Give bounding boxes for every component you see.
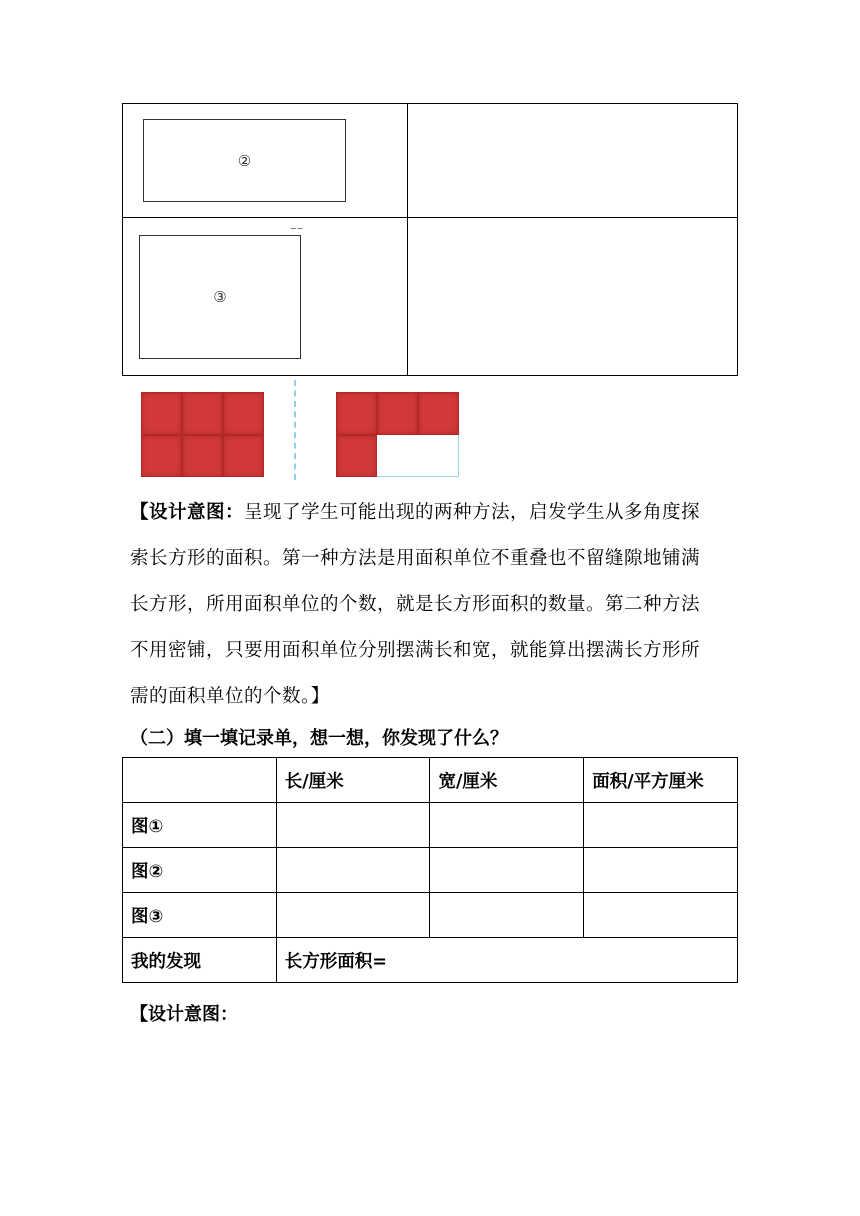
area-unit-tile bbox=[182, 435, 223, 478]
area-cell[interactable] bbox=[584, 893, 738, 938]
design-intent-paragraph bbox=[130, 490, 742, 720]
area-unit-tile bbox=[141, 392, 182, 435]
design-intent-heading: 【设计意图： bbox=[130, 502, 245, 523]
width-cell[interactable] bbox=[430, 848, 584, 893]
table-header-cell bbox=[123, 758, 277, 803]
tiling-method-1 bbox=[141, 392, 264, 477]
area-unit-tile bbox=[418, 392, 459, 435]
length-cell[interactable] bbox=[276, 803, 430, 848]
rectangle-2-label: ② bbox=[237, 151, 252, 170]
table-row bbox=[123, 803, 738, 848]
design-intent-heading-2: 【设计意图： bbox=[130, 1004, 238, 1025]
paragraph-text: 呈现了学生可能出现的两种方法，启发学生从多角度探 bbox=[244, 502, 701, 523]
table-header-row bbox=[123, 758, 738, 803]
row-label: 图② bbox=[123, 848, 277, 893]
paragraph-line-3: 长方形，所用面积单位的个数，就是长方形面积的数量。第二种方法 bbox=[130, 594, 701, 615]
paragraph-line-2: 索长方形的面积。第一种方法是用面积单位不重叠也不留缝隙地铺满 bbox=[130, 548, 701, 569]
table-header-cell: 面积/平方厘米 bbox=[584, 758, 738, 803]
area-unit-tile bbox=[141, 435, 182, 478]
width-cell[interactable] bbox=[430, 803, 584, 848]
area-unit-tile bbox=[336, 392, 377, 435]
area-unit-tile bbox=[182, 392, 223, 435]
rectangle-figure-3 bbox=[139, 235, 301, 359]
length-cell[interactable] bbox=[276, 848, 430, 893]
tiling-method-2-row bbox=[336, 392, 459, 435]
table-row bbox=[123, 893, 738, 938]
record-table bbox=[122, 757, 738, 983]
table-header-cell: 宽/厘米 bbox=[430, 758, 584, 803]
finding-label: 我的发现 bbox=[123, 938, 277, 983]
paragraph-line-5: 需的面积单位的个数。】 bbox=[130, 686, 330, 707]
paragraph-line-1 bbox=[130, 490, 742, 536]
width-cell[interactable] bbox=[430, 893, 584, 938]
figure-table bbox=[122, 103, 738, 376]
finding-row bbox=[123, 938, 738, 983]
table-header-cell: 长/厘米 bbox=[276, 758, 430, 803]
area-cell[interactable] bbox=[584, 848, 738, 893]
area-cell[interactable] bbox=[584, 803, 738, 848]
rectangle-3-label: ③ bbox=[213, 288, 227, 306]
rectangle-figure-2 bbox=[143, 119, 346, 202]
area-unit-tile bbox=[336, 435, 377, 478]
figure-table-divider-horizontal bbox=[123, 217, 737, 218]
dashed-divider bbox=[294, 380, 296, 480]
area-unit-tile bbox=[223, 392, 264, 435]
figure-table-divider-vertical bbox=[407, 104, 408, 375]
row-label: 图① bbox=[123, 803, 277, 848]
finding-formula[interactable]: 长方形面积= bbox=[276, 938, 737, 983]
area-unit-tile bbox=[223, 435, 264, 478]
area-unit-tile bbox=[377, 392, 418, 435]
rectangle-3-mark: ~~ bbox=[290, 224, 304, 233]
table-row bbox=[123, 848, 738, 893]
paragraph-line-4: 不用密铺，只要用面积单位分别摆满长和宽，就能算出摆满长方形所 bbox=[130, 640, 701, 661]
row-label: 图③ bbox=[123, 893, 277, 938]
length-cell[interactable] bbox=[276, 893, 430, 938]
section-title: （二）填一填记录单，想一想，你发现了什么？ bbox=[130, 728, 508, 749]
